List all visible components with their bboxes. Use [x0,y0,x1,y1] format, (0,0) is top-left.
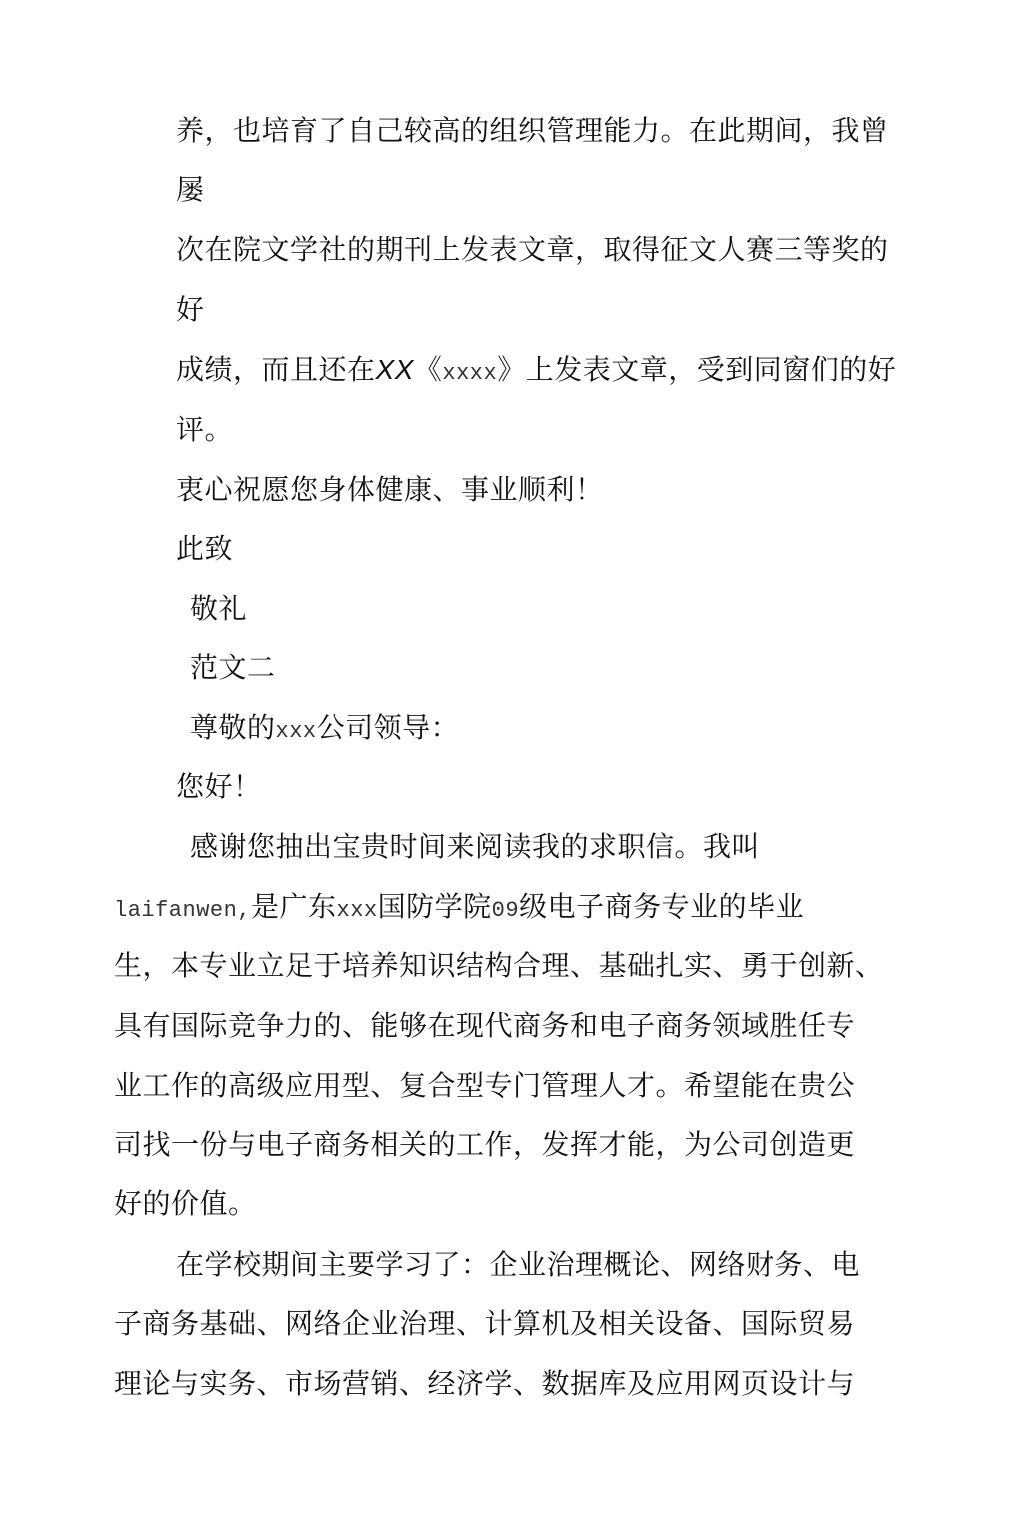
line-text: 公司领导： [316,711,460,744]
line-text: 在学校期间主要学习了：企业治理概论、网络财务、电 [176,1248,861,1281]
line-text: 范文二 [190,651,276,684]
line-text: 具有国际竞争力的、能够在现代商务和电子商务领域胜任专 [114,1009,856,1042]
placeholder-text: XX [375,354,414,385]
text-line [176,767,262,807]
line-text: 好 [176,293,205,326]
placeholder-text: xxx [275,719,317,744]
line-text: 业工作的高级应用型、复合型专门管理人才。希望能在贵公 [114,1069,856,1102]
text-line [176,111,889,151]
text-line [114,1006,855,1046]
line-text: 次在院文学社的期刊上发表文章，取得征文人赛三等奖的 [176,233,889,266]
text-line [176,350,896,394]
text-line [190,589,247,629]
text-line [114,1125,855,1165]
text-line [114,1364,855,1404]
line-text: 评。 [176,413,234,446]
text-line [176,230,889,270]
line-text: 《 [413,353,443,386]
text-line [176,410,233,450]
line-text: 敬礼 [190,592,248,625]
text-line [176,1245,860,1285]
text-line [190,648,276,688]
line-text: 养，也培育了自己较高的组织管理能力。在此期间，我曾 [176,114,889,147]
line-text: 级电子商务专业的毕业 [519,890,805,923]
line-text: 好的价值。 [114,1187,257,1220]
text-line [176,529,233,569]
number-text: 09 [491,898,520,923]
line-text: 您好！ [176,770,262,803]
line-text: 司找一份与电子商务相关的工作，发挥才能，为公司创造更 [114,1128,856,1161]
line-text: 是广东 [251,890,337,923]
line-text: 理论与实务、市场营销、经济学、数据库及应用网页设计与 [114,1367,856,1400]
line-text: 衷心祝愿您身体健康、事业顺利！ [176,473,604,506]
text-line [114,1184,257,1224]
line-text: 屡 [176,173,205,206]
text-line [114,887,804,931]
line-text: 国防学院 [377,890,492,923]
text-line [176,290,205,330]
line-text: 尊敬的 [190,711,276,744]
line-text: 生，本专业立足于培养知识结构合理、基础扎实、勇于创新、 [114,949,884,982]
line-text: 感谢您抽出宝贵时间来阅读我的求职信。我叫 [190,830,761,863]
line-text: 此致 [176,532,234,565]
text-line [176,170,205,210]
text-line [114,946,884,986]
placeholder-text: xxx [336,898,378,923]
text-line [114,1304,855,1344]
line-text: 子商务基础、网络企业治理、计算机及相关设备、国际贸易 [114,1307,856,1340]
line-text: 》上发表文章，受到同窗们的好 [497,353,897,386]
text-line [176,470,604,510]
text-line [190,708,459,752]
text-line [190,827,760,867]
line-text: 成绩，而且还在 [176,353,376,386]
text-line [114,1066,855,1106]
placeholder-text: xxxx [442,361,498,386]
name-text: laifanwen, [114,898,252,923]
